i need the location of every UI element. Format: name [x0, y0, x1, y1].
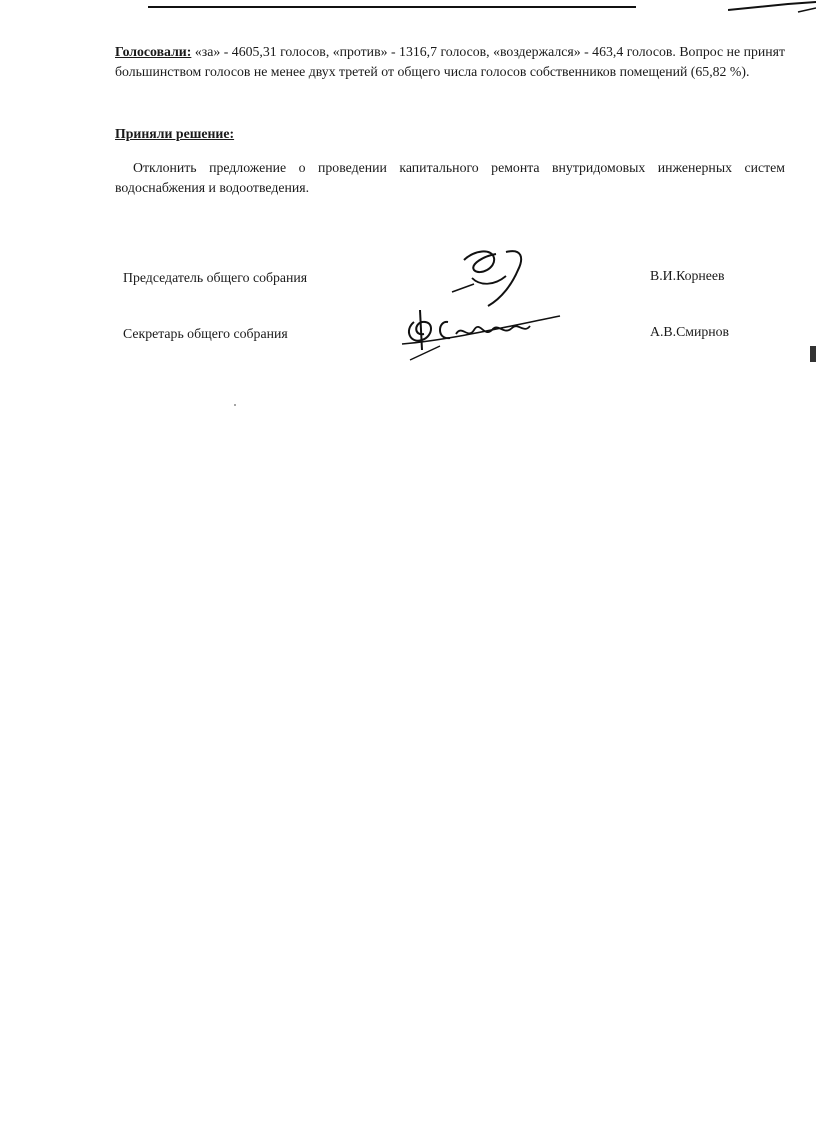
chairman-name: В.И.Корнеев	[650, 268, 725, 283]
chairman-role: Председатель общего собрания	[123, 270, 308, 285]
secretary-role: Секретарь общего собрания	[123, 326, 288, 341]
secretary-name: А.В.Смирнов	[650, 324, 730, 339]
decision-paragraph: Отклонить предложение о проведении капитального ремонта внутридомовых инженерных систем водоснабжения и водоотведения.	[115, 160, 785, 195]
scan-speck	[234, 404, 236, 406]
decided-label: Приняли решение:	[115, 126, 235, 141]
scan-edge-mark	[810, 346, 816, 362]
vote-label: Голосовали:	[115, 44, 192, 59]
secretary-signature	[400, 300, 562, 364]
scan-corner-mark	[728, 0, 816, 14]
vote-paragraph	[115, 42, 785, 82]
vote-text: «за» - 4605,31 голосов, «против» - 1316,7 голосов, «воздержался» - 463,4 голосов. Вопрос не принят большинством голосов не менее двух третей от общего числа голосов собственников помещений (65,82 %).	[115, 44, 785, 79]
scan-border-line	[148, 6, 636, 8]
decided-heading	[115, 124, 785, 144]
